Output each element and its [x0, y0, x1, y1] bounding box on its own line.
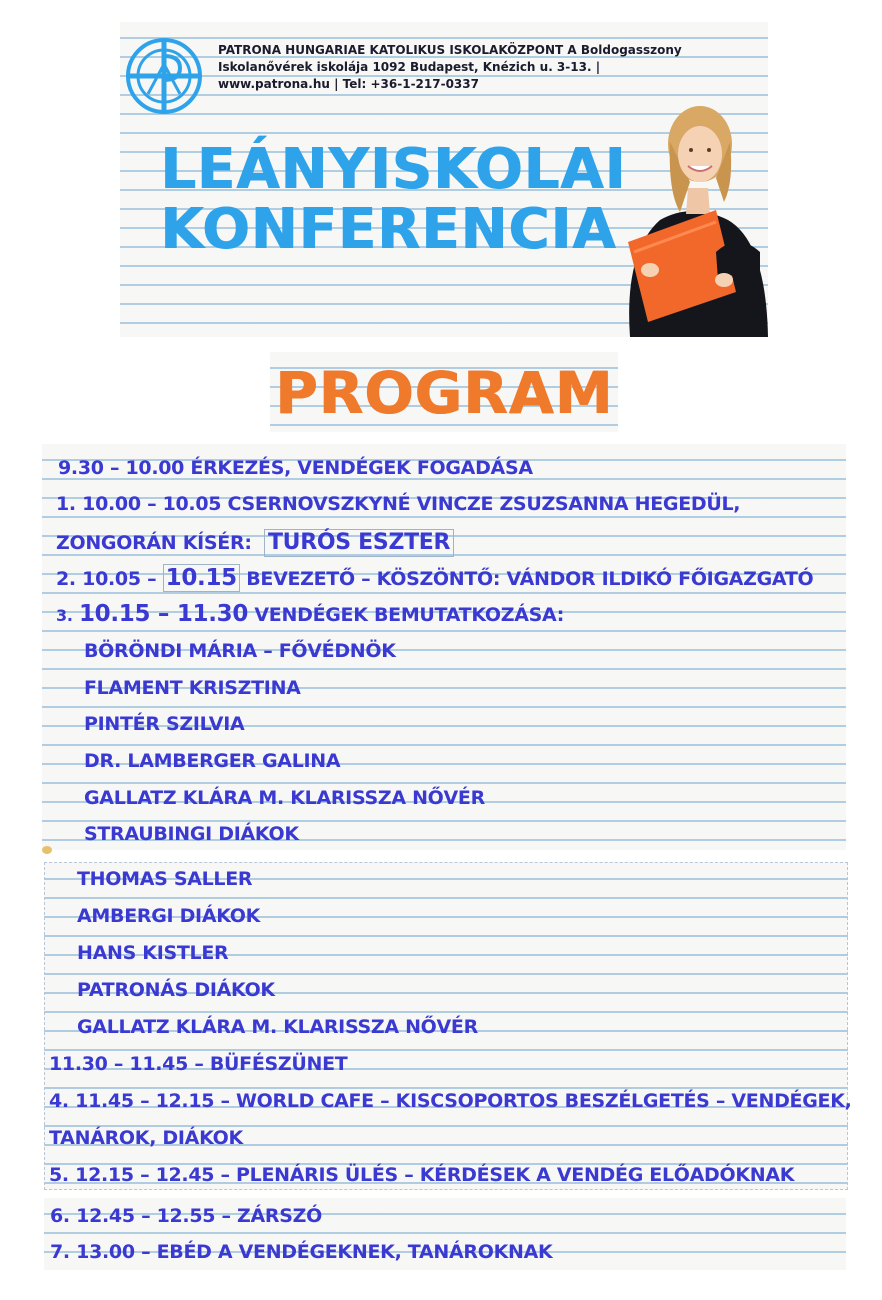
guest-item: PATRONÁS DIÁKOK: [77, 979, 275, 1001]
list-item-time-end: 10.15: [163, 564, 240, 592]
guest-item: THOMAS SALLER: [77, 868, 253, 890]
list-item: [56, 602, 564, 628]
list-item-label: VENDÉGEK BEMUTATKOZÁSA:: [254, 604, 565, 626]
program-list-part2: [44, 862, 852, 1190]
cross-logo-icon: [124, 36, 204, 116]
list-item: [56, 566, 813, 591]
program-list-part3: [44, 1198, 846, 1270]
list-item: 5. 12.15 – 12.45 – PLENÁRIS ÜLÉS – KÉRDÉSEK A VENDÉG ELŐADÓKNAK: [49, 1164, 795, 1186]
list-item-time: 2. 10.05 –: [56, 568, 157, 590]
guest-item: GALLATZ KLÁRA M. KLARISSZA NŐVÉR: [77, 1016, 478, 1038]
school-name-line: PATRONA HUNGARIAE KATOLIKUS ISKOLAKÖZPONT A Boldogasszony: [218, 43, 682, 57]
guest-item: DR. LAMBERGER GALINA: [84, 750, 341, 772]
guest-item: GALLATZ KLÁRA M. KLARISSZA NŐVÉR: [84, 787, 485, 809]
accompanist-name: TURÓS ESZTER: [264, 529, 454, 557]
list-item-time: 10.15 – 11.30: [78, 601, 249, 627]
guest-item: STRAUBINGI DIÁKOK: [84, 823, 299, 845]
list-item: 4. 11.45 – 12.15 – WORLD CAFE – KISCSOPORTOS BESZÉLGETÉS – VENDÉGEK,: [49, 1090, 852, 1112]
list-item-label: ZONGORÁN KÍSÉR:: [56, 532, 252, 554]
list-item: TANÁROK, DIÁKOK: [49, 1127, 243, 1149]
conference-title: [160, 137, 627, 262]
school-web-phone-line: www.patrona.hu | Tel: +36-1-217-0337: [218, 77, 479, 91]
scan-artifact: [42, 846, 52, 854]
list-item: 1. 10.00 – 10.05 CSERNOVSZKYNÉ VINCZE ZSUZSANNA HEGEDÜL,: [56, 493, 741, 515]
conference-title-line1: LEÁNYISKOLAI: [160, 137, 627, 202]
list-item: 7. 13.00 – EBÉD A VENDÉGEKNEK, TANÁROKNAK: [50, 1241, 553, 1263]
list-item-number: 3.: [56, 606, 73, 625]
guest-item: HANS KISTLER: [77, 942, 229, 964]
program-title: PROGRAM: [274, 359, 614, 427]
school-contact-info: [218, 42, 758, 93]
list-item: 9.30 – 10.00 ÉRKEZÉS, VENDÉGEK FOGADÁSA: [58, 457, 533, 479]
conference-title-line2: KONFERENCIA: [160, 197, 617, 262]
header-banner: [120, 22, 768, 337]
school-address-line: Iskolanővérek iskolája 1092 Budapest, Knézich u. 3-13. |: [218, 60, 601, 74]
list-item: [56, 529, 454, 557]
list-item: 6. 12.45 – 12.55 – ZÁRSZÓ: [50, 1205, 322, 1227]
program-list-part1: [42, 444, 846, 850]
guest-item: AMBERGI DIÁKOK: [77, 905, 261, 927]
list-item: 11.30 – 11.45 – BÜFÉSZÜNET: [49, 1053, 348, 1075]
list-item-label: BEVEZETŐ – KÖSZÖNTŐ: VÁNDOR ILDIKÓ FŐIGAZGATÓ: [246, 568, 814, 590]
woman-photo: [620, 102, 768, 337]
guest-item: FLAMENT KRISZTINA: [84, 677, 301, 699]
guest-item: PINTÉR SZILVIA: [84, 713, 245, 735]
program-heading-box: [270, 352, 618, 432]
guest-item: BÖRÖNDI MÁRIA – FŐVÉDNÖK: [84, 640, 396, 662]
